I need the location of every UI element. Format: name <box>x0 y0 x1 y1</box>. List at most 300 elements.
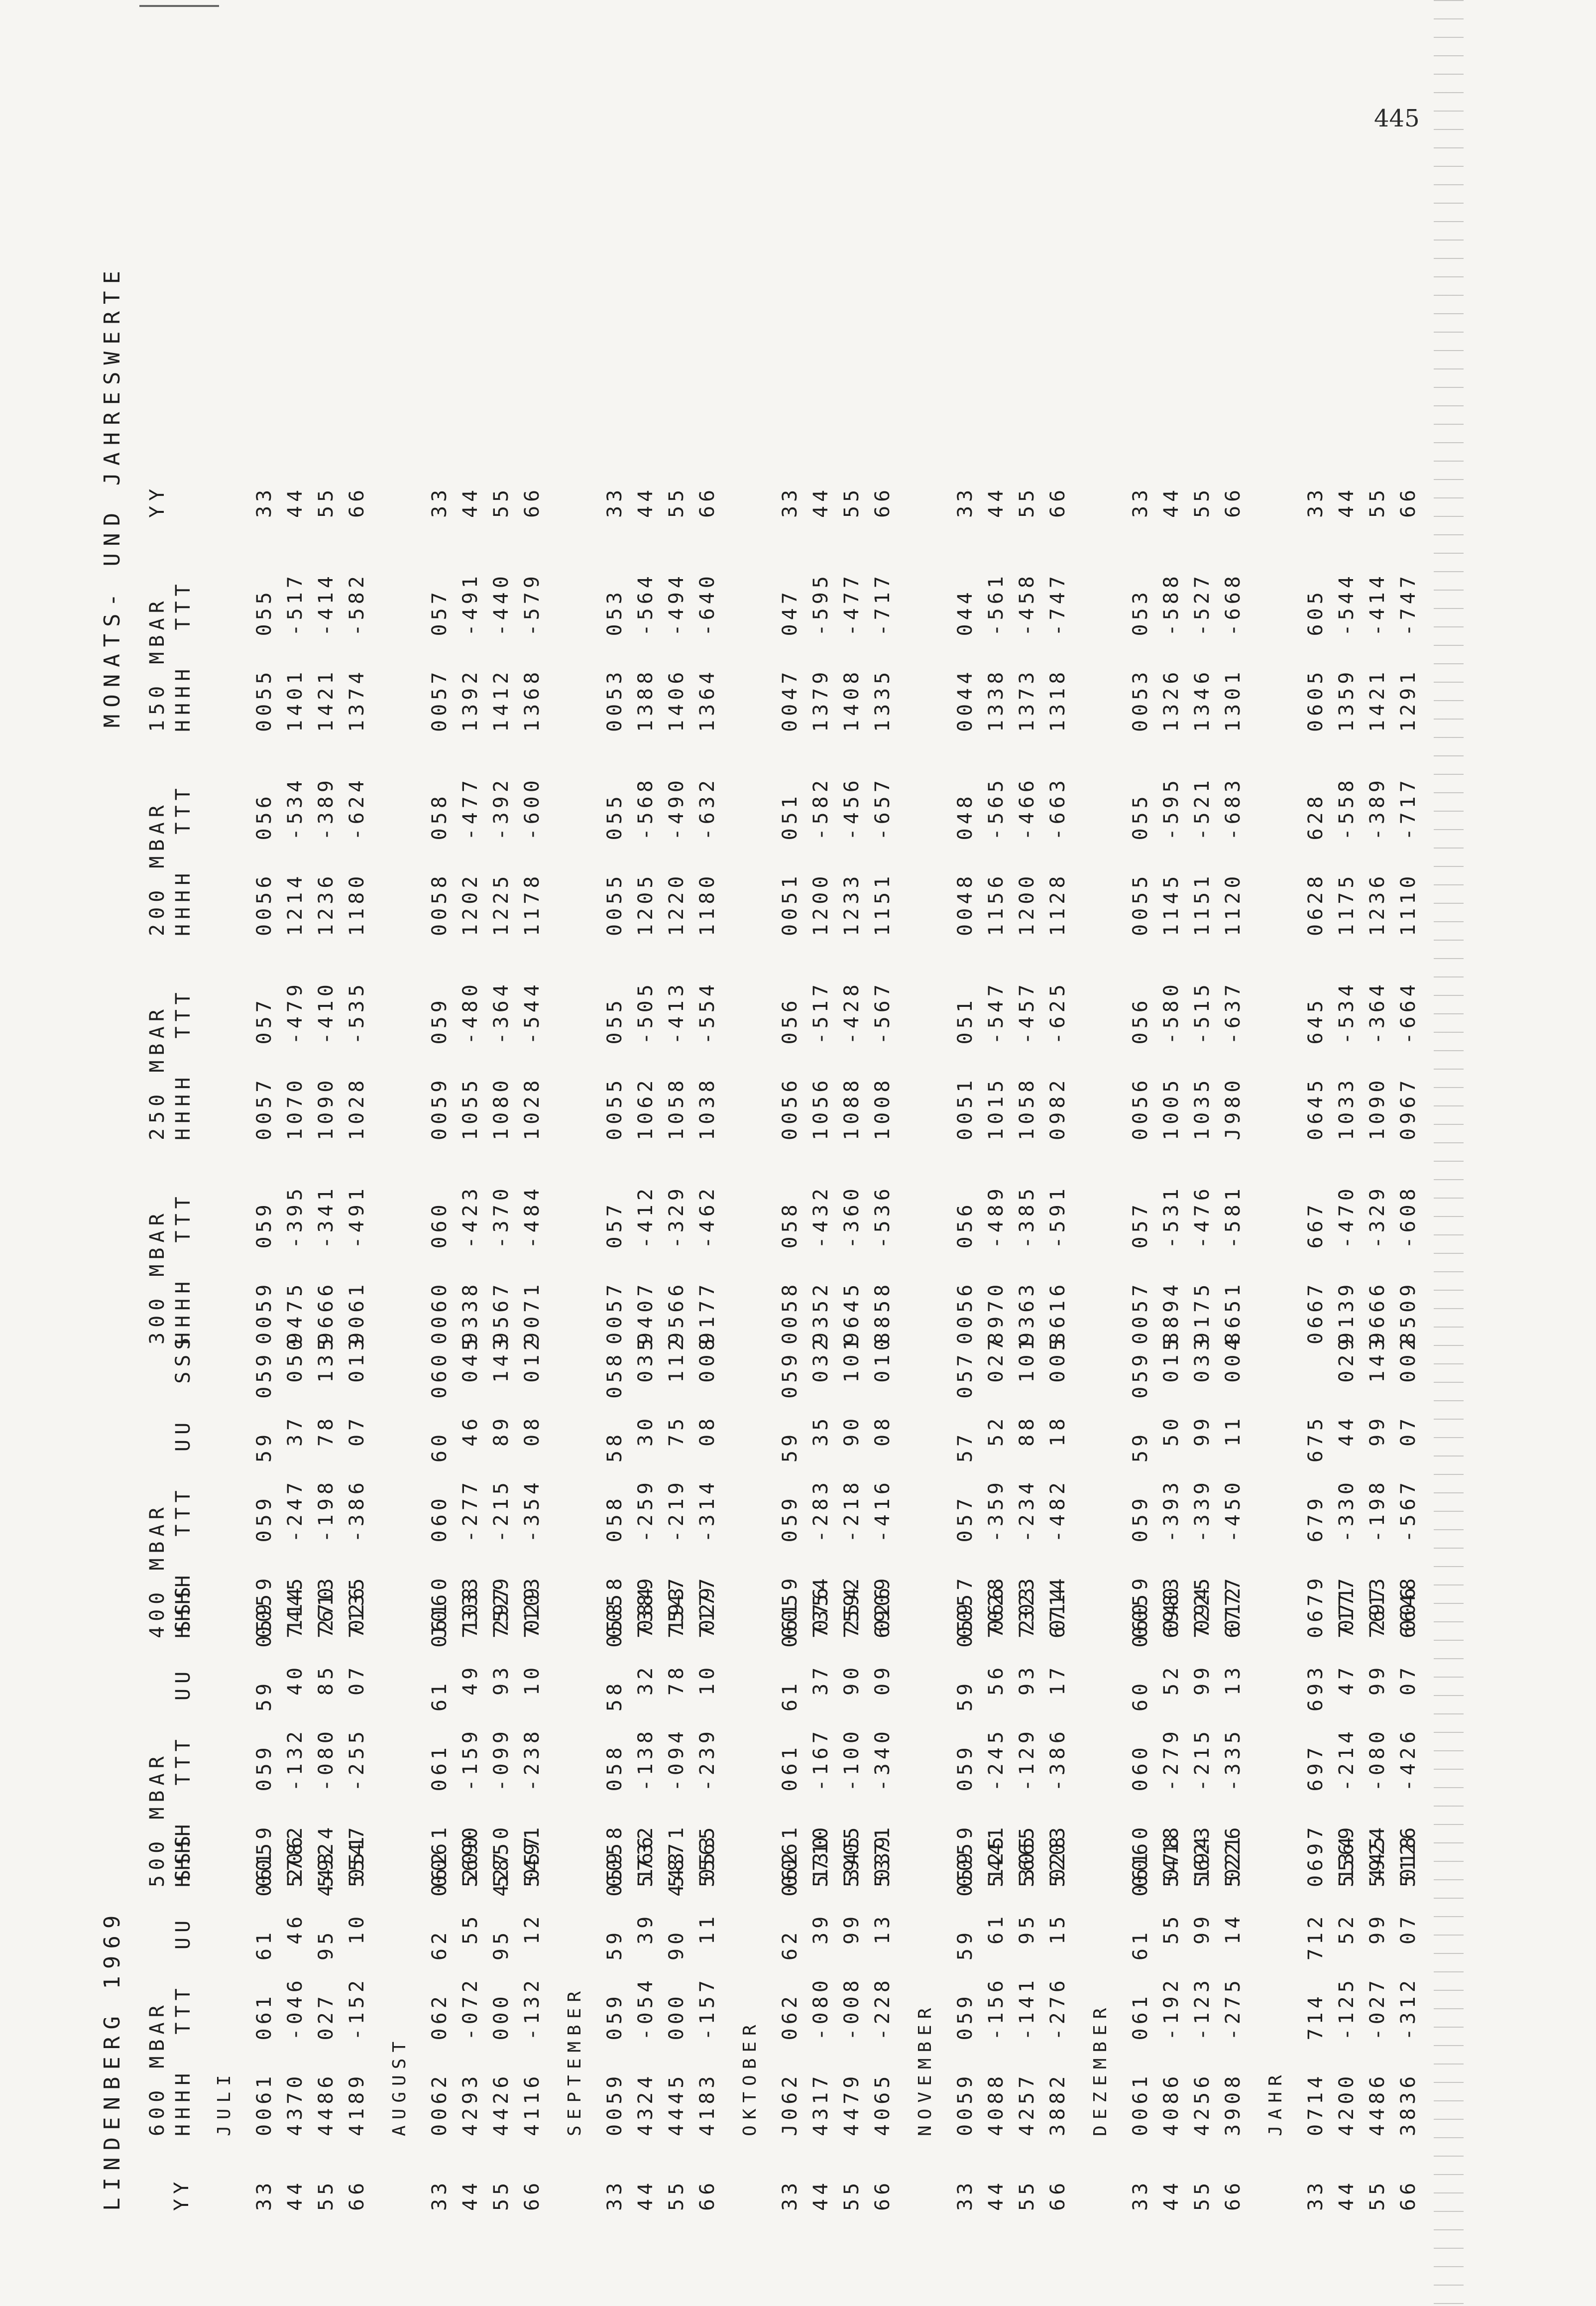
data-row: 1175 -558 <box>1335 776 1358 936</box>
data-block <box>249 1335 372 1638</box>
yy-values <box>775 2179 898 2211</box>
data-row: 5690 -159 49 108 <box>459 1583 482 1887</box>
data-row: 44 <box>634 485 657 518</box>
data-row: 0059 059 59 059 <box>779 1350 801 1638</box>
yy-value: 55 <box>1191 2179 1214 2211</box>
data-block <box>424 980 548 1140</box>
data-row: 0059 059 59 059 <box>253 1350 276 1638</box>
data-row: 5203 -386 17 014 <box>1046 1583 1069 1887</box>
data-row: 1338 -561 <box>985 572 1008 732</box>
data-block <box>1300 486 1424 518</box>
data-row: 1200 -466 <box>1016 776 1038 936</box>
data-row: 0059 059 59 059 <box>1129 1350 1152 1638</box>
pressure-level-label: 200 MBAR <box>146 800 169 936</box>
data-row: 1335 -717 <box>871 572 894 732</box>
data-row: 1392 -491 <box>459 572 482 732</box>
data-block <box>1125 776 1249 936</box>
column-group-header <box>144 579 196 732</box>
data-row: 0051 051 <box>779 792 801 936</box>
yy-values <box>1125 2179 1249 2211</box>
data-row: 1318 -747 <box>1046 572 1069 732</box>
data-row: 6714 -482 18 005 <box>1046 1335 1069 1638</box>
data-row: 5924 -080 99 297 <box>1366 1583 1389 1887</box>
data-row: 9566 -329 <box>665 1185 688 1344</box>
data-row: 1033 -534 <box>1335 980 1358 1140</box>
column-labels: YY <box>146 484 169 518</box>
yy-value: 33 <box>253 2179 276 2211</box>
yy-values <box>249 2179 372 2211</box>
yy-values <box>1300 2179 1424 2211</box>
data-block <box>950 776 1073 936</box>
yy-value: 44 <box>985 2179 1008 2211</box>
data-block <box>424 1335 548 1638</box>
data-row: 4183 -157 11 053 <box>696 1832 719 2136</box>
data-row: 1326 -588 <box>1160 572 1183 732</box>
data-row: 7323 -234 88 101 <box>1016 1335 1038 1638</box>
data-row: 5850 -099 93 297 <box>490 1583 513 1887</box>
data-row: 66 <box>696 485 719 518</box>
data-block <box>1300 1335 1424 1638</box>
data-row: 1421 -414 <box>1366 572 1389 732</box>
month-label: OKTOBER <box>740 2019 760 2136</box>
data-row: 7135 -386 07 013 <box>345 1335 368 1638</box>
yy-value: 33 <box>779 2179 801 2211</box>
data-row: 5710 -167 37 076 <box>809 1583 832 1887</box>
data-row: 4426 000 95 427 <box>490 1848 513 2136</box>
data-row: 0056 056 <box>954 1201 977 1344</box>
data-row: 4116 -132 12 057 <box>521 1832 544 2136</box>
data-row: 0055 055 <box>1129 792 1152 936</box>
data-row: 9475 -395 <box>284 1185 307 1344</box>
data-row: 7613 -198 99 143 <box>1366 1335 1389 1638</box>
data-row: 1214 -534 <box>284 776 307 936</box>
data-row: 8894 -531 <box>1160 1185 1183 1344</box>
data-block <box>950 486 1073 518</box>
data-block <box>1300 572 1424 732</box>
data-row: 7592 -218 90 101 <box>840 1335 863 1638</box>
data-row: 44 <box>284 485 307 518</box>
data-row: 0059 059 <box>428 996 451 1140</box>
data-row: 7103 -354 08 012 <box>521 1335 544 1638</box>
yy-value: 55 <box>315 2179 338 2211</box>
data-row: 1388 -564 <box>634 572 657 732</box>
month-label: JAHR <box>1265 2069 1286 2136</box>
data-row: 1379 -595 <box>809 572 832 732</box>
data-row: 3836 -312 07 018 <box>1397 1832 1420 2136</box>
yy-value: 66 <box>871 2179 894 2211</box>
data-row: 6648 -567 07 002 <box>1397 1335 1420 1638</box>
data-block <box>775 1335 898 1638</box>
data-row: 1346 -527 <box>1191 572 1214 732</box>
data-row: 66 <box>1397 485 1420 518</box>
data-row: 5441 -245 56 066 <box>985 1583 1008 1887</box>
data-row: 4200 -125 52 134 <box>1335 1832 1358 2136</box>
data-row: 5871 -094 78 193 <box>665 1583 688 1887</box>
data-row: 4257 -141 95 305 <box>1016 1832 1038 2136</box>
data-block <box>950 1185 1073 1344</box>
data-row: 7613 -198 78 135 <box>315 1335 338 1638</box>
data-row: 0667 667 <box>1304 1201 1327 1344</box>
data-block <box>950 572 1073 732</box>
data-row: 1058 -457 <box>1016 980 1038 1140</box>
data-row: 0061 061 61 061 <box>253 1848 276 2136</box>
yy-value: 66 <box>1397 2179 1420 2211</box>
column-labels: HHHH TTT <box>172 783 195 936</box>
data-row: 0057 057 <box>1129 1201 1152 1344</box>
data-row: 0059 059 59 059 <box>253 1599 276 1887</box>
data-row: 0645 645 <box>1304 996 1327 1140</box>
data-row: 0056 056 <box>253 792 276 936</box>
data-row: 5226 -335 13 012 <box>1222 1583 1245 1887</box>
data-block <box>1125 572 1249 732</box>
data-row: 4445 000 90 443 <box>665 1848 688 2136</box>
column-group-header <box>144 783 196 936</box>
data-row: 4486 027 95 443 <box>315 1848 338 2136</box>
yy-value: 33 <box>428 2179 451 2211</box>
data-row: 55 <box>1191 485 1214 518</box>
data-row: 7529 -215 89 143 <box>490 1335 513 1638</box>
yy-value: 55 <box>1366 2179 1389 2211</box>
yy-value: 44 <box>284 2179 307 2211</box>
yy-value: 44 <box>1335 2179 1358 2211</box>
data-row: 1421 -414 <box>315 572 338 732</box>
data-row: 4486 -027 99 445 <box>1366 1832 1389 2136</box>
data-row: 33 <box>253 485 276 518</box>
data-row: 66 <box>521 485 544 518</box>
data-row: 0059 059 59 059 <box>954 1848 977 2136</box>
data-block <box>1125 1185 1249 1344</box>
data-row: 1028 -544 <box>521 980 544 1140</box>
data-row: 1090 -410 <box>315 980 338 1140</box>
data-row: 6777 -450 11 004 <box>1222 1335 1245 1638</box>
data-row: 1364 -640 <box>696 572 719 732</box>
data-row: 1374 -582 <box>345 572 368 732</box>
data-row: 1062 -505 <box>634 980 657 1140</box>
data-block <box>1125 486 1249 518</box>
data-row: 0055 055 <box>603 792 626 936</box>
data-row: 0057 057 <box>603 1201 626 1344</box>
data-row: 0679 679 675 <box>1304 1414 1327 1638</box>
month-label: DEZEMBER <box>1090 2002 1111 2136</box>
data-row: 1178 -600 <box>521 776 544 936</box>
data-row: 5665 -129 93 203 <box>1016 1583 1038 1887</box>
data-row: 1128 -663 <box>1046 776 1069 936</box>
data-block <box>249 776 372 936</box>
data-block <box>1125 1335 1249 1638</box>
yy-value: 55 <box>665 2179 688 2211</box>
yy-value: 44 <box>809 2179 832 2211</box>
data-row: 66 <box>345 485 368 518</box>
data-row: 4189 -152 10 051 <box>345 1832 368 2136</box>
data-row: 6983 -393 50 015 <box>1160 1335 1183 1638</box>
month-label: SEPTEMBER <box>565 1985 585 2136</box>
yy-value: 66 <box>521 2179 544 2211</box>
data-row: 1145 -595 <box>1160 776 1183 936</box>
data-block <box>775 1185 898 1344</box>
data-row: 9363 -385 <box>1016 1185 1038 1344</box>
data-row: 7177 -314 08 008 <box>696 1335 719 1638</box>
month-label: NOVEMBER <box>915 2002 935 2136</box>
data-row: 0059 059 59 059 <box>954 1599 977 1887</box>
column-labels: HHHH TTT UU SSS <box>172 1830 195 2136</box>
data-row: 9139 -470 <box>1335 1185 1358 1344</box>
column-labels: HHHH TTT <box>172 987 195 1140</box>
data-row: 1180 -632 <box>696 776 719 936</box>
yy-value: 44 <box>1160 2179 1183 2211</box>
data-row: 5569 -214 47 071 <box>1335 1583 1358 1887</box>
data-row: 0058 058 <box>779 1201 801 1344</box>
data-row: 5547 -255 07 026 <box>345 1583 368 1887</box>
page-number: 445 <box>1374 105 1420 132</box>
data-row: 1301 -668 <box>1222 572 1245 732</box>
month-label: AUGUST <box>389 2035 410 2136</box>
data-block <box>599 1335 723 1638</box>
column-labels: HHHH TTT <box>172 579 195 732</box>
yy-value: 66 <box>1222 2179 1245 2211</box>
data-row: 7333 -277 46 045 <box>459 1335 482 1638</box>
data-row: 3908 -275 14 021 <box>1222 1832 1245 2136</box>
yy-value: 33 <box>1304 2179 1327 2211</box>
data-row: 7445 -247 37 050 <box>284 1335 307 1638</box>
table-title-right: MONATS- UND JAHRESWERTE <box>100 264 125 728</box>
data-row: 1401 -517 <box>284 572 307 732</box>
data-block <box>1300 980 1424 1140</box>
data-row: 1120 -683 <box>1222 776 1245 936</box>
data-row: 0059 059 <box>253 1201 276 1344</box>
data-row: 4370 -046 46 206 <box>284 1832 307 2136</box>
data-row: 0055 055 <box>603 996 626 1140</box>
data-row: 9071 -484 <box>521 1185 544 1344</box>
data-row: 33 <box>954 485 977 518</box>
data-block <box>1300 776 1424 936</box>
data-block <box>249 1185 372 1344</box>
data-row: 55 <box>1016 485 1038 518</box>
data-row: 1180 -624 <box>345 776 368 936</box>
data-block <box>599 980 723 1140</box>
data-row: 1291 -747 <box>1397 572 1420 732</box>
data-row: 5371 -340 09 026 <box>871 1583 894 1887</box>
data-row: 1038 -554 <box>696 980 719 1140</box>
data-row: 0058 058 <box>428 792 451 936</box>
data-row: 33 <box>1304 485 1327 518</box>
data-row: 0056 056 <box>1129 996 1152 1140</box>
data-row: 8509 -608 <box>1397 1185 1420 1344</box>
data-row: 5623 -215 99 094 <box>1191 1583 1214 1887</box>
data-row: 1373 -458 <box>1016 572 1038 732</box>
data-row: 0697 697 693 <box>1304 1663 1327 1887</box>
yy-value: 33 <box>1129 2179 1152 2211</box>
data-row: 4317 -080 39 130 <box>809 1832 832 2136</box>
month-label: JULI <box>214 2069 234 2136</box>
pressure-level-label: 250 MBAR <box>146 1004 169 1140</box>
yy-column-header: YY <box>170 2177 193 2211</box>
data-row: 7389 -259 30 035 <box>634 1335 657 1638</box>
data-row: 33 <box>779 485 801 518</box>
yy-values <box>599 2179 723 2211</box>
data-block <box>599 1185 723 1344</box>
data-row: 44 <box>985 485 1008 518</box>
data-row: 9061 -491 <box>345 1185 368 1344</box>
column-group-header <box>144 1333 196 1638</box>
data-row: 1156 -565 <box>985 776 1008 936</box>
data-row: 0714 714 712 <box>1304 1912 1327 2136</box>
data-block <box>950 980 1073 1140</box>
data-row: 6909 -416 08 010 <box>871 1335 894 1638</box>
data-row: 5491 -238 10 029 <box>521 1583 544 1887</box>
data-row: 1220 -490 <box>665 776 688 936</box>
data-row: 4479 -008 99 345 <box>840 1832 863 2136</box>
data-row: 1205 -568 <box>634 776 657 936</box>
data-row: 1408 -477 <box>840 572 863 732</box>
data-row: 1070 -479 <box>284 980 307 1140</box>
data-row: 5782 -132 40 114 <box>284 1583 307 1887</box>
data-block <box>599 572 723 732</box>
data-row: 1005 -580 <box>1160 980 1183 1140</box>
data-row: 9666 -329 <box>1366 1185 1389 1344</box>
data-row: 1151 -521 <box>1191 776 1214 936</box>
data-row: 7354 -283 35 032 <box>809 1335 832 1638</box>
pressure-level-label: 600 MBAR <box>146 2000 169 2136</box>
yy-value: 33 <box>954 2179 977 2211</box>
data-row: 1236 -389 <box>1366 776 1389 936</box>
yy-value: 55 <box>1016 2179 1038 2211</box>
data-row: 7177 -330 44 029 <box>1335 1335 1358 1638</box>
data-row: 8858 -536 <box>871 1185 894 1344</box>
page-edge-shadow <box>1434 0 1464 2306</box>
data-block <box>775 776 898 936</box>
data-block <box>424 486 548 518</box>
data-block <box>775 486 898 518</box>
yy-value: 66 <box>696 2179 719 2211</box>
data-row: 7547 -219 75 112 <box>665 1335 688 1638</box>
data-block <box>599 776 723 936</box>
data-row: 5418 -279 52 040 <box>1160 1583 1183 1887</box>
data-row: 0044 044 <box>954 588 977 732</box>
data-row: 1080 -364 <box>490 980 513 1140</box>
data-block <box>1300 1185 1424 1344</box>
data-row: 0062 062 62 062 <box>428 1848 451 2136</box>
data-row: 0059 059 59 059 <box>603 1848 626 2136</box>
data-row: 0051 051 <box>954 996 977 1140</box>
data-row: 0058 058 58 058 <box>603 1599 626 1887</box>
yy-value: 66 <box>1046 2179 1069 2211</box>
data-block <box>599 486 723 518</box>
column-labels: HHHH TTT UU SSS <box>172 1581 195 1887</box>
column-group-header <box>144 987 196 1140</box>
rotated-data-table <box>90 244 1434 2211</box>
data-row: 1110 -717 <box>1397 776 1420 936</box>
data-row: 9177 -462 <box>696 1185 719 1344</box>
data-row: 0060 060 60 060 <box>1129 1599 1152 1887</box>
data-row: 0053 053 <box>1129 588 1152 732</box>
scan-mark <box>139 5 219 7</box>
data-row: 5565 -239 10 029 <box>696 1583 719 1887</box>
yy-value: 55 <box>840 2179 863 2211</box>
data-row: 1368 -579 <box>521 572 544 732</box>
table-title: LINDENBERG 1969 <box>100 1908 125 2211</box>
data-row: 1056 -517 <box>809 980 832 1140</box>
data-block <box>424 1185 548 1344</box>
data-row: 5924 -080 85 270 <box>315 1583 338 1887</box>
data-row: 9175 -476 <box>1191 1185 1214 1344</box>
data-row: 1058 -413 <box>665 980 688 1140</box>
data-row: 1202 -477 <box>459 776 482 936</box>
data-row: 1236 -389 <box>315 776 338 936</box>
column-labels: HHHH TTT UU SSS <box>172 1333 195 1638</box>
data-row: 4324 -054 39 166 <box>634 1832 657 2136</box>
data-row: 0058 058 58 058 <box>603 1350 626 1638</box>
data-row: 1406 -494 <box>665 572 688 732</box>
data-row: 55 <box>315 485 338 518</box>
data-row: 1028 -535 <box>345 980 368 1140</box>
data-block <box>249 980 372 1140</box>
data-row: 0060 060 <box>428 1201 451 1344</box>
data-row: 0057 057 57 057 <box>954 1350 977 1638</box>
yy-value: 55 <box>490 2179 513 2211</box>
yy-values <box>950 2179 1073 2211</box>
data-row: 66 <box>871 485 894 518</box>
pressure-level-label: 500 MBAR <box>146 1751 169 1887</box>
data-row: 9666 -341 <box>315 1185 338 1344</box>
data-row: 44 <box>809 485 832 518</box>
data-row: 0061 061 61 061 <box>428 1599 451 1887</box>
data-row: 0048 048 <box>954 792 977 936</box>
data-row: 0053 053 <box>603 588 626 732</box>
data-row: 44 <box>459 485 482 518</box>
data-row: 66 <box>1222 485 1245 518</box>
data-row: 1225 -392 <box>490 776 513 936</box>
data-row: 1151 -657 <box>871 776 894 936</box>
data-row: 1233 -456 <box>840 776 863 936</box>
data-row: 55 <box>665 485 688 518</box>
data-row: 55 <box>840 485 863 518</box>
data-row: 9645 -360 <box>840 1185 863 1344</box>
data-block <box>424 776 548 936</box>
data-row: 1015 -547 <box>985 980 1008 1140</box>
data-row: 4256 -123 99 194 <box>1191 1832 1214 2136</box>
data-row: 1055 -480 <box>459 980 482 1140</box>
data-row: 7225 -339 99 033 <box>1191 1335 1214 1638</box>
data-block <box>1125 980 1249 1140</box>
data-block <box>775 980 898 1140</box>
data-row: 0628 628 <box>1304 792 1327 936</box>
data-row: 0967 -664 <box>1397 980 1420 1140</box>
data-row: 9407 -412 <box>634 1185 657 1344</box>
data-row: 44 <box>1335 485 1358 518</box>
data-row: 5126 -426 07 006 <box>1397 1583 1420 1887</box>
data-row: 0055 055 <box>253 588 276 732</box>
yy-values <box>424 2179 548 2211</box>
yy-value: 33 <box>603 2179 626 2211</box>
data-row: 8651 -581 <box>1222 1185 1245 1344</box>
data-row: 4088 -156 61 125 <box>985 1832 1008 2136</box>
pressure-level-label: 400 MBAR <box>146 1502 169 1638</box>
data-row: 1088 -428 <box>840 980 863 1140</box>
yy-value: 44 <box>634 2179 657 2211</box>
data-row: 55 <box>490 485 513 518</box>
data-row: 8970 -489 <box>985 1185 1008 1344</box>
pressure-level-label: 150 MBAR <box>146 596 169 732</box>
data-row: 0057 057 <box>428 588 451 732</box>
data-row: 1035 -515 <box>1191 980 1214 1140</box>
data-row: 33 <box>603 485 626 518</box>
pressure-level-label: 300 MBAR <box>146 1209 169 1344</box>
data-row: 0056 056 <box>779 996 801 1140</box>
data-row: 3882 -276 15 028 <box>1046 1832 1069 2136</box>
data-block <box>249 486 372 518</box>
data-row: 0057 057 <box>253 996 276 1140</box>
data-row: 4086 -192 55 078 <box>1160 1832 1183 2136</box>
